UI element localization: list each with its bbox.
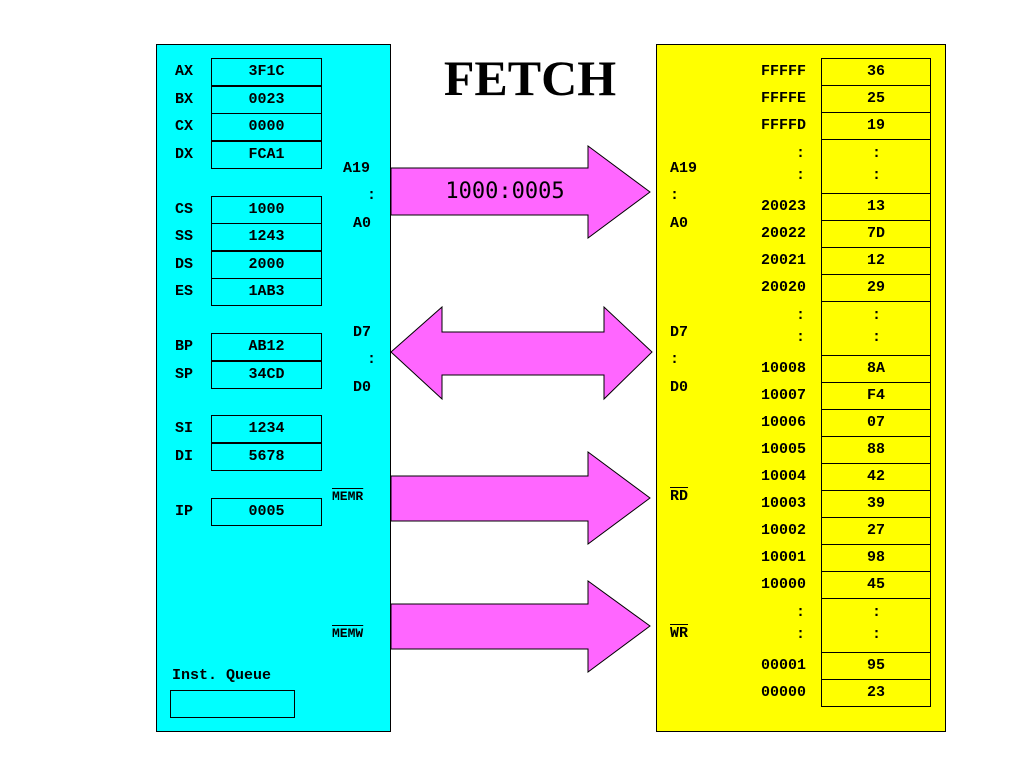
- cpu-data-top-label: D7: [353, 324, 372, 341]
- register-value: 0000: [211, 113, 322, 141]
- register-value: 3F1C: [211, 58, 322, 86]
- memory-value: 25: [821, 85, 931, 113]
- cpu-data-mid-label: :: [367, 351, 377, 368]
- register-value: 1AB3: [211, 278, 322, 306]
- memory-address: 10002: [760, 522, 806, 539]
- memory-address: 10005: [760, 441, 806, 458]
- memory-gap-value-ellipsis: :: [872, 329, 882, 346]
- memory-value: 39: [821, 490, 931, 518]
- memory-gap-value-ellipsis: :: [872, 307, 882, 324]
- memory-address: 20023: [760, 198, 806, 215]
- memory-address: 10006: [760, 414, 806, 431]
- memory-value: 7D: [821, 220, 931, 248]
- memory-data-bottom-label: D0: [670, 379, 689, 396]
- memory-address-bottom-label: A0: [670, 215, 689, 232]
- register-value: 0023: [211, 86, 322, 114]
- memory-value: 07: [821, 409, 931, 437]
- register-value: 1000: [211, 196, 322, 224]
- memory-value: 8A: [821, 355, 931, 383]
- register-value: 1234: [211, 415, 322, 443]
- page-title: FETCH: [443, 50, 617, 106]
- register-value: 34CD: [211, 361, 322, 389]
- memory-address: 10008: [760, 360, 806, 377]
- memw-bus-arrow: [391, 581, 650, 672]
- register-name: CS: [175, 201, 194, 218]
- memory-value: 95: [821, 652, 931, 680]
- register-name: DX: [175, 146, 194, 163]
- memory-gap-value-ellipsis: :: [872, 167, 882, 184]
- register-value: 1243: [211, 223, 322, 251]
- register-value: 0005: [211, 498, 322, 526]
- memory-gap-address-ellipsis: :: [796, 626, 806, 643]
- memory-value: 36: [821, 58, 931, 86]
- cpu-address-top-label: A19: [343, 160, 371, 177]
- register-name: DS: [175, 256, 194, 273]
- memory-value: 88: [821, 436, 931, 464]
- memory-address: FFFFD: [760, 117, 806, 134]
- memory-address: FFFFE: [760, 90, 806, 107]
- memory-gap-address-ellipsis: :: [796, 167, 806, 184]
- memory-data-top-label: D7: [670, 324, 689, 341]
- wr-label: $\overline{WR}$: [670, 625, 689, 642]
- register-name: IP: [175, 503, 194, 520]
- register-name: AX: [175, 63, 194, 80]
- memory-address: 00001: [760, 657, 806, 674]
- memory-value: 12: [821, 247, 931, 275]
- register-name: CX: [175, 118, 194, 135]
- register-value: 5678: [211, 443, 322, 471]
- memr-bus-arrow: [391, 452, 650, 544]
- memory-address: 20022: [760, 225, 806, 242]
- memory-gap-address-ellipsis: :: [796, 145, 806, 162]
- memory-data-mid-label: :: [670, 351, 680, 368]
- memory-address: 10003: [760, 495, 806, 512]
- memory-gap-value-ellipsis: :: [872, 145, 882, 162]
- memory-address-top-label: A19: [670, 160, 698, 177]
- address-bus-value: 1000:0005: [445, 179, 565, 204]
- memory-value: 42: [821, 463, 931, 491]
- memory-value: 98: [821, 544, 931, 572]
- memory-address: 10000: [760, 576, 806, 593]
- register-name: SP: [175, 366, 194, 383]
- instruction-queue-box: [170, 690, 295, 718]
- register-name: DI: [175, 448, 194, 465]
- memory-address: 00000: [760, 684, 806, 701]
- register-value: FCA1: [211, 141, 322, 169]
- memory-value: 19: [821, 112, 931, 140]
- data-bus-arrow: [391, 307, 652, 399]
- register-name: BP: [175, 338, 194, 355]
- rd-label: $\overline{RD}$: [670, 488, 689, 505]
- memory-value: 27: [821, 517, 931, 545]
- register-name: SI: [175, 420, 194, 437]
- memory-address: FFFFF: [760, 63, 806, 80]
- instruction-queue-label: Inst. Queue: [172, 667, 272, 684]
- cpu-address-mid-label: :: [367, 187, 377, 204]
- cpu-data-bottom-label: D0: [353, 379, 372, 396]
- register-value: AB12: [211, 333, 322, 361]
- memr-label: MEMR: [332, 489, 364, 504]
- register-name: SS: [175, 228, 194, 245]
- memory-gap-address-ellipsis: :: [796, 307, 806, 324]
- memory-gap-value-ellipsis: :: [872, 626, 882, 643]
- memory-gap-address-ellipsis: :: [796, 329, 806, 346]
- memory-address: 10004: [760, 468, 806, 485]
- register-name: BX: [175, 91, 194, 108]
- memory-address: 20021: [760, 252, 806, 269]
- memory-gap-value-ellipsis: :: [872, 604, 882, 621]
- memory-value: 45: [821, 571, 931, 599]
- memory-value: 13: [821, 193, 931, 221]
- memory-address: 20020: [760, 279, 806, 296]
- memory-address-mid-label: :: [670, 187, 680, 204]
- cpu-address-bottom-label: A0: [353, 215, 372, 232]
- memory-value: 29: [821, 274, 931, 302]
- memory-value: F4: [821, 382, 931, 410]
- register-value: 2000: [211, 251, 322, 279]
- memw-label: MEMW: [332, 626, 364, 641]
- register-name: ES: [175, 283, 194, 300]
- memory-address: 10007: [760, 387, 806, 404]
- memory-value: 23: [821, 679, 931, 707]
- memory-address: 10001: [760, 549, 806, 566]
- memory-gap-address-ellipsis: :: [796, 604, 806, 621]
